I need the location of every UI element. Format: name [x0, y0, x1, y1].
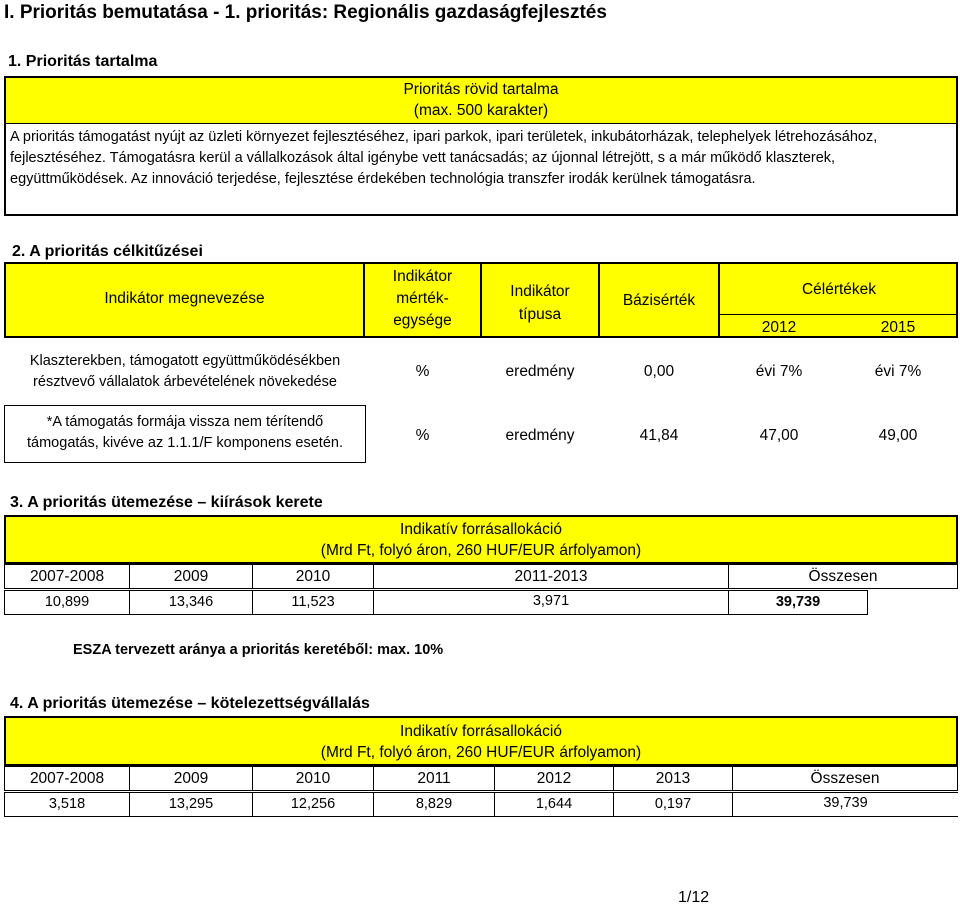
section3-values-table [4, 590, 868, 615]
header-base: Bázisérték [622, 292, 696, 309]
row1-2012: évi 7% [755, 363, 803, 380]
s4-col-total: Összesen [733, 767, 958, 791]
row2-name-line1: *A támogatás formája vissza nem térítendő [46, 414, 324, 430]
s4-val-total: 39,739 [733, 793, 959, 817]
s3-col-2011-2013: 2011-2013 [374, 565, 729, 589]
page-number: 1/12 [678, 889, 710, 906]
s3-val-total: 39,739 [729, 591, 868, 615]
s4-val-2010: 12,256 [253, 793, 374, 817]
header-year-2012: 2012 [761, 319, 797, 336]
s4-val-2012: 1,644 [495, 793, 614, 817]
section3-head-line2: (Mrd Ft, folyó áron, 260 HUF/EUR árfolyamon) [320, 542, 642, 559]
s3-val-2009: 13,346 [130, 591, 253, 615]
priority-content-box-header [6, 78, 956, 124]
section4-allocation-header [4, 716, 958, 766]
header-type [482, 280, 598, 326]
row1-type: eredmény [505, 363, 575, 380]
header-indicator-name: Indikátor megnevezése [104, 290, 265, 307]
s4-col-2010: 2010 [253, 767, 374, 791]
s4-col-2009: 2009 [130, 767, 253, 791]
s3-col-total: Összesen [729, 565, 958, 589]
section4-head-line2: (Mrd Ft, folyó áron, 260 HUF/EUR árfolyamon) [320, 744, 642, 761]
s4-val-2007-2008: 3,518 [5, 793, 130, 817]
section1-heading: 1. Prioritás tartalma [8, 53, 158, 70]
priority-content-box [4, 76, 958, 216]
row1-unit: % [415, 363, 430, 380]
box-title-line1: Prioritás rövid tartalma [403, 81, 559, 98]
row2-type: eredmény [505, 427, 575, 444]
header-type-line2: típusa [518, 306, 562, 323]
section3-allocation-header [4, 515, 958, 564]
header-unit-line1: Indikátor [392, 268, 453, 285]
row1-base: 0,00 [643, 363, 675, 380]
header-year-2015: 2015 [880, 319, 916, 336]
section3-years-table [4, 564, 958, 589]
s3-col-2007-2008: 2007-2008 [5, 565, 130, 589]
s3-val-2007-2008: 10,899 [5, 591, 130, 615]
indicator-row-2-name [4, 412, 366, 454]
s4-col-2012: 2012 [495, 767, 614, 791]
s3-col-2010: 2010 [253, 565, 374, 589]
s3-col-2009: 2009 [130, 565, 253, 589]
s4-val-2009: 13,295 [130, 793, 253, 817]
header-targets: Célértékek [801, 281, 877, 298]
header-unit [365, 266, 480, 332]
section4-heading: 4. A prioritás ütemezése – kötelezettségvállalás [10, 695, 370, 712]
s4-val-2011: 8,829 [374, 793, 495, 817]
header-unit-line3: egysége [393, 312, 452, 329]
esza-note: ESZA tervezett aránya a prioritás keretéből: max. 10% [73, 642, 444, 658]
row2-name-line2: támogatás, kivéve az 1.1.1/F komponens esetén. [27, 435, 343, 451]
section4-years-table [4, 766, 958, 791]
row2-base: 41,84 [639, 427, 679, 444]
section2-heading: 2. A prioritás célkitűzései [12, 243, 203, 260]
s4-col-2013: 2013 [614, 767, 733, 791]
page-title: I. Prioritás bemutatása - 1. prioritás: Regionális gazdaságfejlesztés [4, 2, 607, 23]
s4-col-2007-2008: 2007-2008 [5, 767, 130, 791]
s3-val-2010: 11,523 [253, 591, 374, 615]
section4-values-table [4, 792, 958, 817]
s4-val-2013: 0,197 [614, 793, 733, 817]
indicator-row-1-name [4, 351, 366, 393]
priority-content-text: A prioritás támogatást nyújt az üzleti környezet fejlesztéséhez, ipari parkok, ipari területek, inkubátorházak, telephelyek létrehozásához, fejlesztéséhez. Támogatásra kerül a vállalkozások által igénybe vett tanácsadás; az újonnal létrejött, s a már működő klaszterek, együttműködések. Az innováció terjedése, fejlesztése érdekében technológia transzfer irodák kerülnek támogatásra. [10, 129, 878, 187]
header-type-line1: Indikátor [510, 283, 570, 300]
header-unit-line2: mérték- [396, 290, 449, 307]
row2-2015: 49,00 [878, 427, 918, 444]
box-title-line2: (max. 500 karakter) [413, 102, 549, 119]
row1-name-line1: Klaszterekben, támogatott együttműködésékben [29, 353, 341, 369]
s4-col-2011: 2011 [374, 767, 495, 791]
row2-unit: % [415, 427, 430, 444]
section4-head-line1: Indikatív forrásallokáció [400, 723, 562, 740]
section3-head-line1: Indikatív forrásallokáció [400, 521, 562, 538]
row2-2012: 47,00 [759, 427, 799, 444]
s3-val-2011-2013: 3,971 [374, 591, 729, 615]
row1-2015: évi 7% [874, 363, 922, 380]
row1-name-line2: résztvevő vállalatok árbevételének növekedése [33, 374, 337, 390]
section3-heading: 3. A prioritás ütemezése – kiírások kerete [10, 494, 323, 511]
